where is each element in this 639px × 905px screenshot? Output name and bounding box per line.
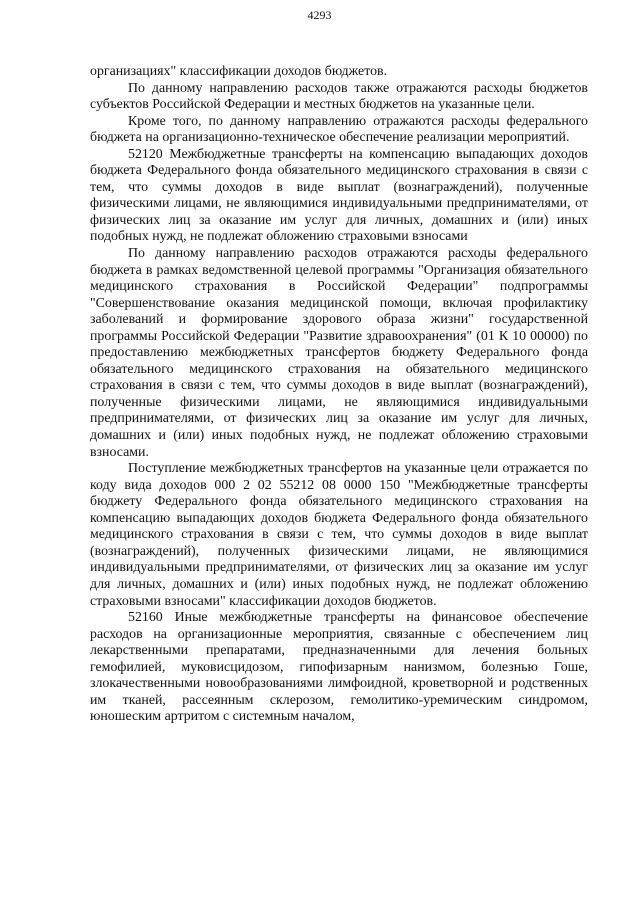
- paragraph-federal-budget: Кроме того, по данному направлению отражаются расходы федерального бюджета на организационно-техническое обеспечение реализации мероприятий.: [90, 113, 588, 146]
- paragraph-52120-description: По данному направлению расходов отражаются расходы федерального бюджета в рамках ведомственной целевой программы "Организация обязательного медицинского страхования в Российской Федерации" подпрограммы "Совершенствование оказания медицинской помощи, включая профилактику заболеваний и формирование здорового образа жизни" государственной программы Российской Федерации "Развитие здравоохранения" (01 К 10 00000) по предоставлению межбюджетных трансфертов бюджету Федерального фонда обязательного медицинского страхования на обязательного медицинского страхования в связи с тем, что суммы доходов в виде выплат (вознаграждений), полученные физическими лицами, не являющимися индивидуальными предпринимателями, от физических лиц за оказание им услуг для личных, домашних и (или) иных подобных нужд, не подлежат обложению страховыми взносами.: [90, 246, 588, 460]
- paragraph-52120-revenue-code: Поступление межбюджетных трансфертов на указанные цели отражается по коду вида доходов 000 2 02 55212 08 0000 150 "Межбюджетные трансферты бюджету Федерального фонда обязательного медицинского страхования на компенсацию выпадающих доходов бюджета Федерального фонда обязательного медицинского страхования в связи с тем, что суммы доходов в виде выплат (вознаграждений), полученных физическими лицами, не являющимися индивидуальными предпринимателями, от физических лиц за оказание им услуг для личных, домашних и (или) иных подобных нужд, не подлежат обложению страховыми взносами" классификации доходов бюджетов.: [90, 461, 588, 609]
- paragraph-continuation: организациях" классификации доходов бюджетов.: [90, 64, 388, 79]
- paragraph-52160-heading: 52160 Иные межбюджетные трансферты на финансовое обеспечение расходов на организационные мероприятия, связанные с обеспечением лиц лекарственными препаратами, предназначенными для лечения больных гемофилией, муковисцидозом, гипофизарным нанизмом, болезнью Гоше, злокачественными новообразованиями лимфоидной, кроветворной и родственных им тканей, рассеянным склерозом, гемолитико-уремическим синдромом, юношеским артритом с системным началом,: [90, 610, 588, 725]
- page-number: 4293: [307, 8, 332, 22]
- paragraph-regional-budgets: По данному направлению расходов также отражаются расходы бюджетов субъектов Российской Федерации и местных бюджетов на указанные цели.: [90, 80, 588, 113]
- paragraph-52120-heading: 52120 Межбюджетные трансферты на компенсацию выпадающих доходов бюджета Федерального фонда обязательного медицинского страхования в связи с тем, что суммы доходов в виде выплат (вознаграждений), полученные физическими лицами, не являющимися индивидуальными предпринимателями, от физических лиц за оказание им услуг для личных, домашних и (или) иных подобных нужд, не подлежат обложению страховыми взносами: [90, 146, 588, 245]
- document-body: [90, 64, 588, 726]
